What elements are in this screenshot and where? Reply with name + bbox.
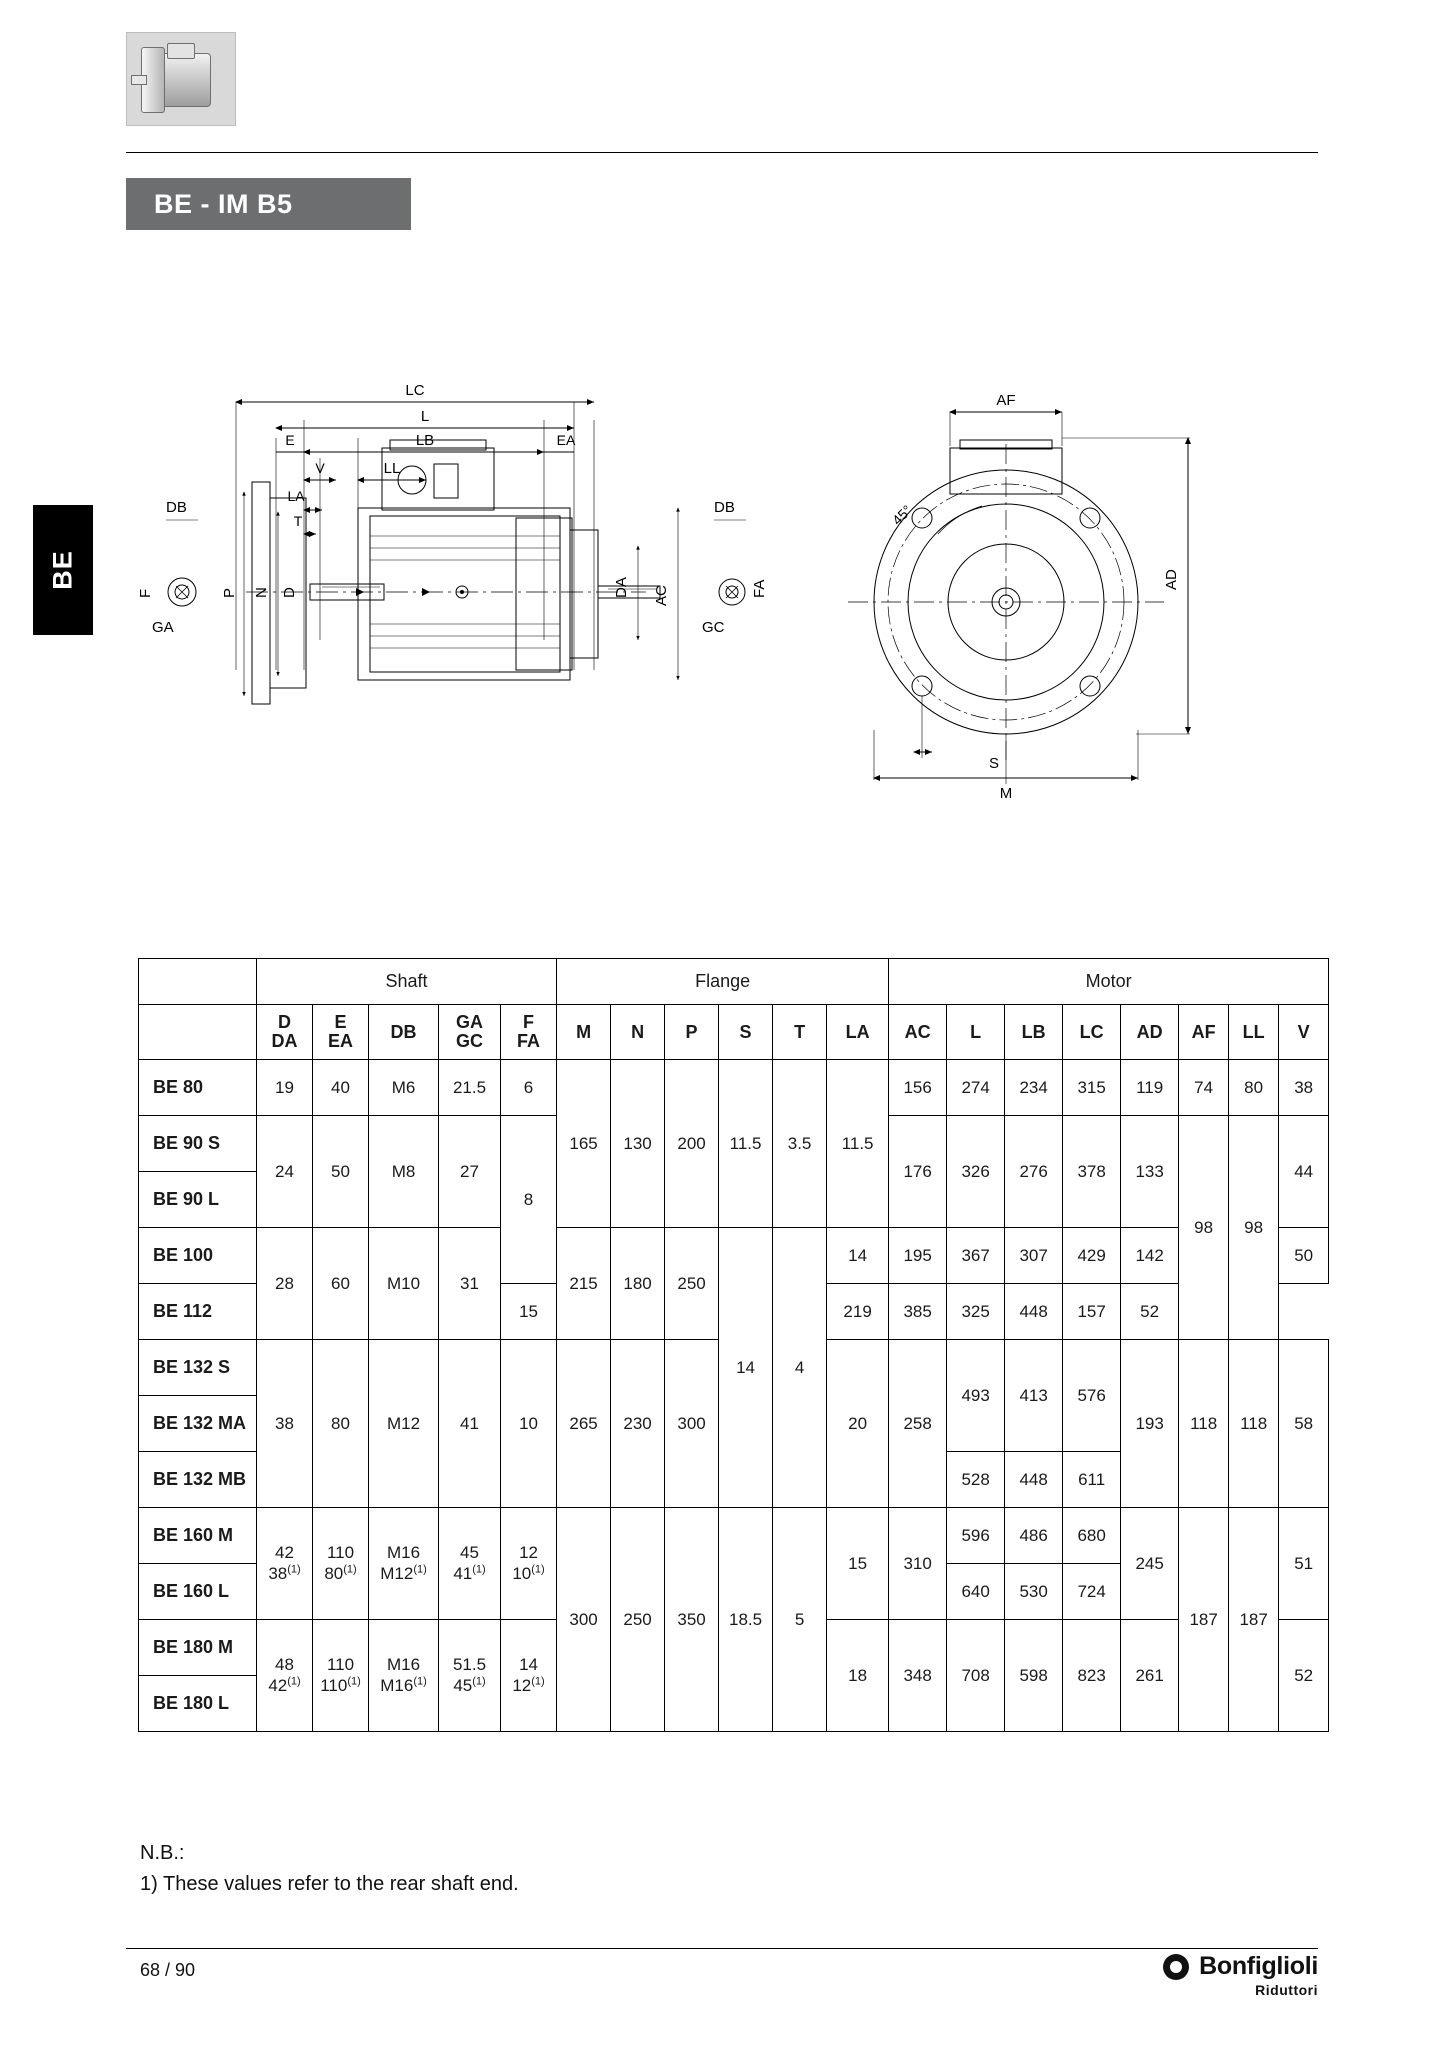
col-header-gc: GC xyxy=(456,1031,483,1051)
cell-ll-be160-180: 187 xyxy=(1229,1508,1279,1732)
cell-e-be90: 50 xyxy=(313,1116,369,1228)
cell-l-be90: 326 xyxy=(947,1116,1005,1228)
cell-lc-be180: 823 xyxy=(1063,1620,1121,1732)
svg-text:DA: DA xyxy=(613,577,630,598)
row-model-be160l: BE 160 L xyxy=(139,1564,257,1620)
col-header-da: DA xyxy=(271,1031,298,1051)
cell-n-be100: 180 xyxy=(611,1228,665,1340)
col-header-ad: AD xyxy=(1121,1005,1179,1060)
cell-e-be80: 40 xyxy=(313,1060,369,1116)
notes-line-1: 1) These values refer to the rear shaft end. xyxy=(140,1873,519,1895)
cell-e-be180-top: 110 xyxy=(326,1655,355,1675)
cell-lb-be90: 276 xyxy=(1005,1116,1063,1228)
cell-ac-be80: 156 xyxy=(889,1060,947,1116)
cell-f-be160 xyxy=(501,1508,557,1620)
cell-ga-be160-bottom: 41$^{(1)}$ xyxy=(453,1563,486,1583)
cell-db-be180-bottom: M16$^{(1)}$ xyxy=(380,1675,427,1695)
row-model-be132s: BE 132 S xyxy=(139,1340,257,1396)
footnote-ref: (1) xyxy=(347,1675,361,1688)
cell-l-be132mb: 528 xyxy=(947,1452,1005,1508)
brand-subtitle: Riduttori xyxy=(1255,1982,1318,1998)
cell-db-be160 xyxy=(369,1508,439,1620)
cell-d-be132: 38 xyxy=(257,1340,313,1508)
row-model-be180l: BE 180 L xyxy=(139,1676,257,1732)
cell-lc-be112: 448 xyxy=(1005,1284,1063,1340)
col-header-la: LA xyxy=(827,1005,889,1060)
cell-db-be160-top: M16 xyxy=(386,1543,421,1563)
col-header-e-ea xyxy=(313,1005,369,1060)
cell-e-be160-bottom: 80$^{(1)}$ xyxy=(324,1563,357,1583)
col-header-f-fa xyxy=(501,1005,557,1060)
cell-d-be180 xyxy=(257,1620,313,1732)
col-header-af: AF xyxy=(1179,1005,1229,1060)
cell-ac-be90: 176 xyxy=(889,1116,947,1228)
cell-v-be132: 58 xyxy=(1279,1340,1329,1508)
cell-ga-be160-top: 45 xyxy=(460,1543,479,1563)
cell-af-be160-180: 187 xyxy=(1179,1508,1229,1732)
group-header-blank xyxy=(139,959,257,1005)
table-row xyxy=(139,1508,1329,1564)
svg-text:LC: LC xyxy=(405,382,425,399)
cell-ga-be100: 31 xyxy=(439,1228,501,1340)
svg-text:45°: 45° xyxy=(888,501,916,529)
row-model-be90s: BE 90 S xyxy=(139,1116,257,1172)
cell-l-be180: 708 xyxy=(947,1620,1005,1732)
col-header-d: D xyxy=(278,1012,291,1033)
cell-l-be160l: 640 xyxy=(947,1564,1005,1620)
cell-ad-be80: 119 xyxy=(1121,1060,1179,1116)
cell-ac-be160: 310 xyxy=(889,1508,947,1620)
cell-ga-be180-bottom: 45$^{(1)}$ xyxy=(453,1675,486,1695)
header-divider xyxy=(126,152,1318,153)
cell-lc-be132s: 576 xyxy=(1063,1340,1121,1452)
cell-ad-be132: 193 xyxy=(1121,1340,1179,1508)
svg-text:DB: DB xyxy=(714,499,735,516)
cell-d-be160 xyxy=(257,1508,313,1620)
svg-text:V: V xyxy=(315,460,325,476)
product-thumbnail xyxy=(126,32,236,126)
brand-name: Bonfiglioli xyxy=(1199,1952,1318,1980)
footnote-ref: (1) xyxy=(531,1675,545,1688)
cell-lb-be160l: 530 xyxy=(1005,1564,1063,1620)
cell-v-be80: 38 xyxy=(1279,1060,1329,1116)
cell-s-be132: 14 xyxy=(719,1228,773,1508)
cell-lb-be112: 325 xyxy=(947,1284,1005,1340)
cell-la-be180: 18 xyxy=(827,1620,889,1732)
col-header-d-da xyxy=(257,1005,313,1060)
cell-ga-be160 xyxy=(439,1508,501,1620)
svg-text:AC: AC xyxy=(653,585,670,606)
footnote-ref: (1) xyxy=(343,1563,357,1576)
cell-ac-be100: 195 xyxy=(889,1228,947,1284)
cell-v-be112: 52 xyxy=(1121,1284,1179,1340)
cell-s-be160-180: 18.5 xyxy=(719,1508,773,1732)
brand-logo xyxy=(1199,1952,1318,2000)
bonfiglioli-mark-icon xyxy=(1163,1954,1189,1980)
cell-ga-be132: 41 xyxy=(439,1340,501,1508)
table-group-header-row xyxy=(139,959,1329,1005)
col-header-db: DB xyxy=(369,1005,439,1060)
col-header-f: F xyxy=(523,1012,535,1033)
svg-text:LL: LL xyxy=(383,460,401,477)
cell-d-be180-top: 48 xyxy=(275,1655,294,1675)
cell-n-small: 130 xyxy=(611,1060,665,1228)
svg-text:AD: AD xyxy=(1163,569,1180,590)
col-header-n: N xyxy=(611,1005,665,1060)
col-header-ga-gc xyxy=(439,1005,501,1060)
thumbnail-motor-shaft xyxy=(131,75,147,85)
cell-d-be80: 19 xyxy=(257,1060,313,1116)
cell-m-be100: 215 xyxy=(557,1228,611,1340)
thumbnail-terminal-box xyxy=(167,43,195,59)
cell-m-be160-180: 300 xyxy=(557,1508,611,1732)
cell-ll-be90-112: 98 xyxy=(1229,1116,1279,1340)
col-header-ea: EA xyxy=(327,1031,353,1051)
cell-lc-be80: 315 xyxy=(1063,1060,1121,1116)
cell-e-be132: 80 xyxy=(313,1340,369,1508)
cell-e-be160 xyxy=(313,1508,369,1620)
cell-f-be160-top: 12 xyxy=(519,1543,538,1563)
cell-s-be80-90: 11.5 xyxy=(719,1060,773,1228)
cell-af-be80: 74 xyxy=(1179,1060,1229,1116)
col-header-ga: GA xyxy=(456,1012,483,1033)
cell-p-be160-180: 350 xyxy=(665,1508,719,1732)
drawing-svg xyxy=(126,340,1318,900)
col-header-m: M xyxy=(557,1005,611,1060)
svg-text:T: T xyxy=(293,513,303,529)
cell-e-be160-top: 110 xyxy=(326,1543,355,1563)
cell-la-be100: 14 xyxy=(827,1228,889,1284)
table-column-header-row xyxy=(139,1005,1329,1060)
cell-l-be112: 385 xyxy=(889,1284,947,1340)
cell-la-be132: 20 xyxy=(827,1340,889,1508)
footnote-ref: (1) xyxy=(531,1563,545,1576)
svg-text:D: D xyxy=(281,587,298,598)
cell-db-be180-top: M16 xyxy=(386,1655,421,1675)
cell-db-be160-bottom: M12$^{(1)}$ xyxy=(380,1563,427,1583)
svg-text:AF: AF xyxy=(996,392,1016,409)
notes-label: N.B.: xyxy=(140,1842,185,1864)
cell-v-be180: 52 xyxy=(1279,1620,1329,1732)
cell-ga-be90: 27 xyxy=(439,1116,501,1228)
group-header-flange: Flange xyxy=(557,959,889,1005)
cell-lb-be80: 234 xyxy=(1005,1060,1063,1116)
svg-text:EA: EA xyxy=(556,432,576,448)
cell-ac-be180: 348 xyxy=(889,1620,947,1732)
svg-text:N: N xyxy=(253,587,270,598)
dimensions-table-wrapper xyxy=(138,958,1314,1732)
col-header-p: P xyxy=(665,1005,719,1060)
cell-l-be80: 274 xyxy=(947,1060,1005,1116)
row-model-be180m: BE 180 M xyxy=(139,1620,257,1676)
cell-lc-be160m: 680 xyxy=(1063,1508,1121,1564)
svg-text:L: L xyxy=(420,408,430,425)
cell-af-be90-112: 98 xyxy=(1179,1116,1229,1340)
cell-v-be160: 51 xyxy=(1279,1508,1329,1620)
svg-text:GC: GC xyxy=(702,619,725,636)
cell-db-be100: M10 xyxy=(369,1228,439,1340)
col-header-model xyxy=(139,1005,257,1060)
svg-text:GA: GA xyxy=(152,619,174,636)
col-header-lb: LB xyxy=(1005,1005,1063,1060)
cell-ad-be180: 261 xyxy=(1121,1620,1179,1732)
table-row xyxy=(139,1060,1329,1116)
col-header-s: S xyxy=(719,1005,773,1060)
footnote-ref: (1) xyxy=(413,1563,427,1576)
col-header-e: E xyxy=(334,1012,347,1033)
row-model-be90l: BE 90 L xyxy=(139,1172,257,1228)
cell-db-be180 xyxy=(369,1620,439,1732)
row-model-be100: BE 100 xyxy=(139,1228,257,1284)
section-title-bar xyxy=(126,178,411,230)
svg-text:LA: LA xyxy=(287,488,305,504)
cell-lb-be100: 307 xyxy=(1005,1228,1063,1284)
cell-f-be160-bottom: 10$^{(1)}$ xyxy=(512,1563,545,1583)
cell-l-be160m: 596 xyxy=(947,1508,1005,1564)
table-row xyxy=(139,1228,1329,1284)
col-header-ll: LL xyxy=(1229,1005,1279,1060)
svg-text:P: P xyxy=(221,587,238,598)
cell-ac-be112: 219 xyxy=(827,1284,889,1340)
cell-lb-be160m: 486 xyxy=(1005,1508,1063,1564)
cell-ga-be180-top: 51.5 xyxy=(452,1655,487,1675)
svg-text:E: E xyxy=(285,432,295,448)
col-header-lc: LC xyxy=(1063,1005,1121,1060)
row-model-be112: BE 112 xyxy=(139,1284,257,1340)
footer-divider xyxy=(126,1948,1318,1949)
svg-text:LB: LB xyxy=(415,432,435,449)
side-tab-label: BE xyxy=(47,550,78,590)
col-header-v: V xyxy=(1279,1005,1329,1060)
group-header-motor: Motor xyxy=(889,959,1329,1005)
row-model-be80: BE 80 xyxy=(139,1060,257,1116)
footnote-ref: (1) xyxy=(287,1675,301,1688)
cell-f-be180-bottom: 12$^{(1)}$ xyxy=(512,1675,545,1695)
page-title: BE - IM B5 xyxy=(154,188,293,219)
cell-f-be180-top: 14 xyxy=(519,1655,538,1675)
cell-lb-be180: 598 xyxy=(1005,1620,1063,1732)
footnote-ref: (1) xyxy=(472,1563,486,1576)
svg-text:DB: DB xyxy=(166,499,187,516)
cell-ad-be100: 142 xyxy=(1121,1228,1179,1284)
notes-block xyxy=(140,1838,519,1900)
cell-p-be100: 250 xyxy=(665,1228,719,1340)
cell-ac-be132: 258 xyxy=(889,1340,947,1508)
cell-p-be132: 300 xyxy=(665,1340,719,1508)
cell-lb-be132mb: 448 xyxy=(1005,1452,1063,1508)
cell-la-be112: 15 xyxy=(501,1284,557,1340)
cell-d-be100: 28 xyxy=(257,1228,313,1340)
footnote-ref: (1) xyxy=(413,1675,427,1688)
cell-ad-be160: 245 xyxy=(1121,1508,1179,1620)
cell-lc-be132mb: 611 xyxy=(1063,1452,1121,1508)
cell-f-be90-112: 8 xyxy=(501,1116,557,1284)
svg-text:F: F xyxy=(137,588,154,598)
cell-ga-be180 xyxy=(439,1620,501,1732)
cell-la-be160: 15 xyxy=(827,1508,889,1620)
row-model-be132mb: BE 132 MB xyxy=(139,1452,257,1508)
cell-ll-be80: 80 xyxy=(1229,1060,1279,1116)
cell-ll-be132: 118 xyxy=(1229,1340,1279,1508)
cell-ad-be112: 157 xyxy=(1063,1284,1121,1340)
side-tab-be xyxy=(33,505,93,635)
cell-lb-be132s: 413 xyxy=(1005,1340,1063,1452)
cell-lc-be90: 378 xyxy=(1063,1116,1121,1228)
cell-af-be132: 118 xyxy=(1179,1340,1229,1508)
group-header-shaft: Shaft xyxy=(257,959,557,1005)
cell-db-be90: M8 xyxy=(369,1116,439,1228)
cell-n-be132: 230 xyxy=(611,1340,665,1508)
cell-v-be90: 44 xyxy=(1279,1116,1329,1228)
cell-f-be80: 6 xyxy=(501,1060,557,1116)
cell-l-be100: 367 xyxy=(947,1228,1005,1284)
col-header-l: L xyxy=(947,1005,1005,1060)
footnote-ref: (1) xyxy=(472,1675,486,1688)
cell-lc-be100: 429 xyxy=(1063,1228,1121,1284)
svg-text:FA: FA xyxy=(751,579,768,598)
cell-l-be132s: 493 xyxy=(947,1340,1005,1452)
technical-drawing xyxy=(126,340,1318,900)
cell-d-be90: 24 xyxy=(257,1116,313,1228)
cell-e-be180-bottom: 110$^{(1)}$ xyxy=(320,1675,361,1695)
cell-d-be180-bottom: 42$^{(1)}$ xyxy=(268,1675,301,1695)
col-header-fa: FA xyxy=(517,1031,541,1051)
cell-lc-be160l: 724 xyxy=(1063,1564,1121,1620)
svg-text:M: M xyxy=(999,785,1013,802)
cell-f-be132: 10 xyxy=(501,1340,557,1508)
cell-e-be180 xyxy=(313,1620,369,1732)
cell-ga-be80: 21.5 xyxy=(439,1060,501,1116)
cell-n-be160-180: 250 xyxy=(611,1508,665,1732)
cell-db-be80: M6 xyxy=(369,1060,439,1116)
cell-d-be160-bottom: 38$^{(1)}$ xyxy=(268,1563,301,1583)
cell-t-be80-90: 3.5 xyxy=(773,1060,827,1228)
cell-t-be160-180: 5 xyxy=(773,1508,827,1732)
footnote-ref: (1) xyxy=(287,1563,301,1576)
cell-m-small: 165 xyxy=(557,1060,611,1228)
col-header-t: T xyxy=(773,1005,827,1060)
row-model-be132ma: BE 132 MA xyxy=(139,1396,257,1452)
cell-e-be100: 60 xyxy=(313,1228,369,1340)
cell-p-small: 200 xyxy=(665,1060,719,1228)
cell-v-be100: 50 xyxy=(1279,1228,1329,1284)
cell-f-be180 xyxy=(501,1620,557,1732)
page-number: 68 / 90 xyxy=(140,1960,196,1980)
cell-t-be132: 4 xyxy=(773,1228,827,1508)
cell-d-be160-top: 42 xyxy=(275,1543,294,1563)
row-model-be160m: BE 160 M xyxy=(139,1508,257,1564)
cell-ad-be90: 133 xyxy=(1121,1116,1179,1228)
cell-la-be80-90: 11.5 xyxy=(827,1060,889,1228)
svg-text:S: S xyxy=(988,755,1000,772)
cell-m-be132: 265 xyxy=(557,1340,611,1508)
cell-db-be132: M12 xyxy=(369,1340,439,1508)
dimensions-table xyxy=(138,958,1329,1732)
col-header-ac: AC xyxy=(889,1005,947,1060)
